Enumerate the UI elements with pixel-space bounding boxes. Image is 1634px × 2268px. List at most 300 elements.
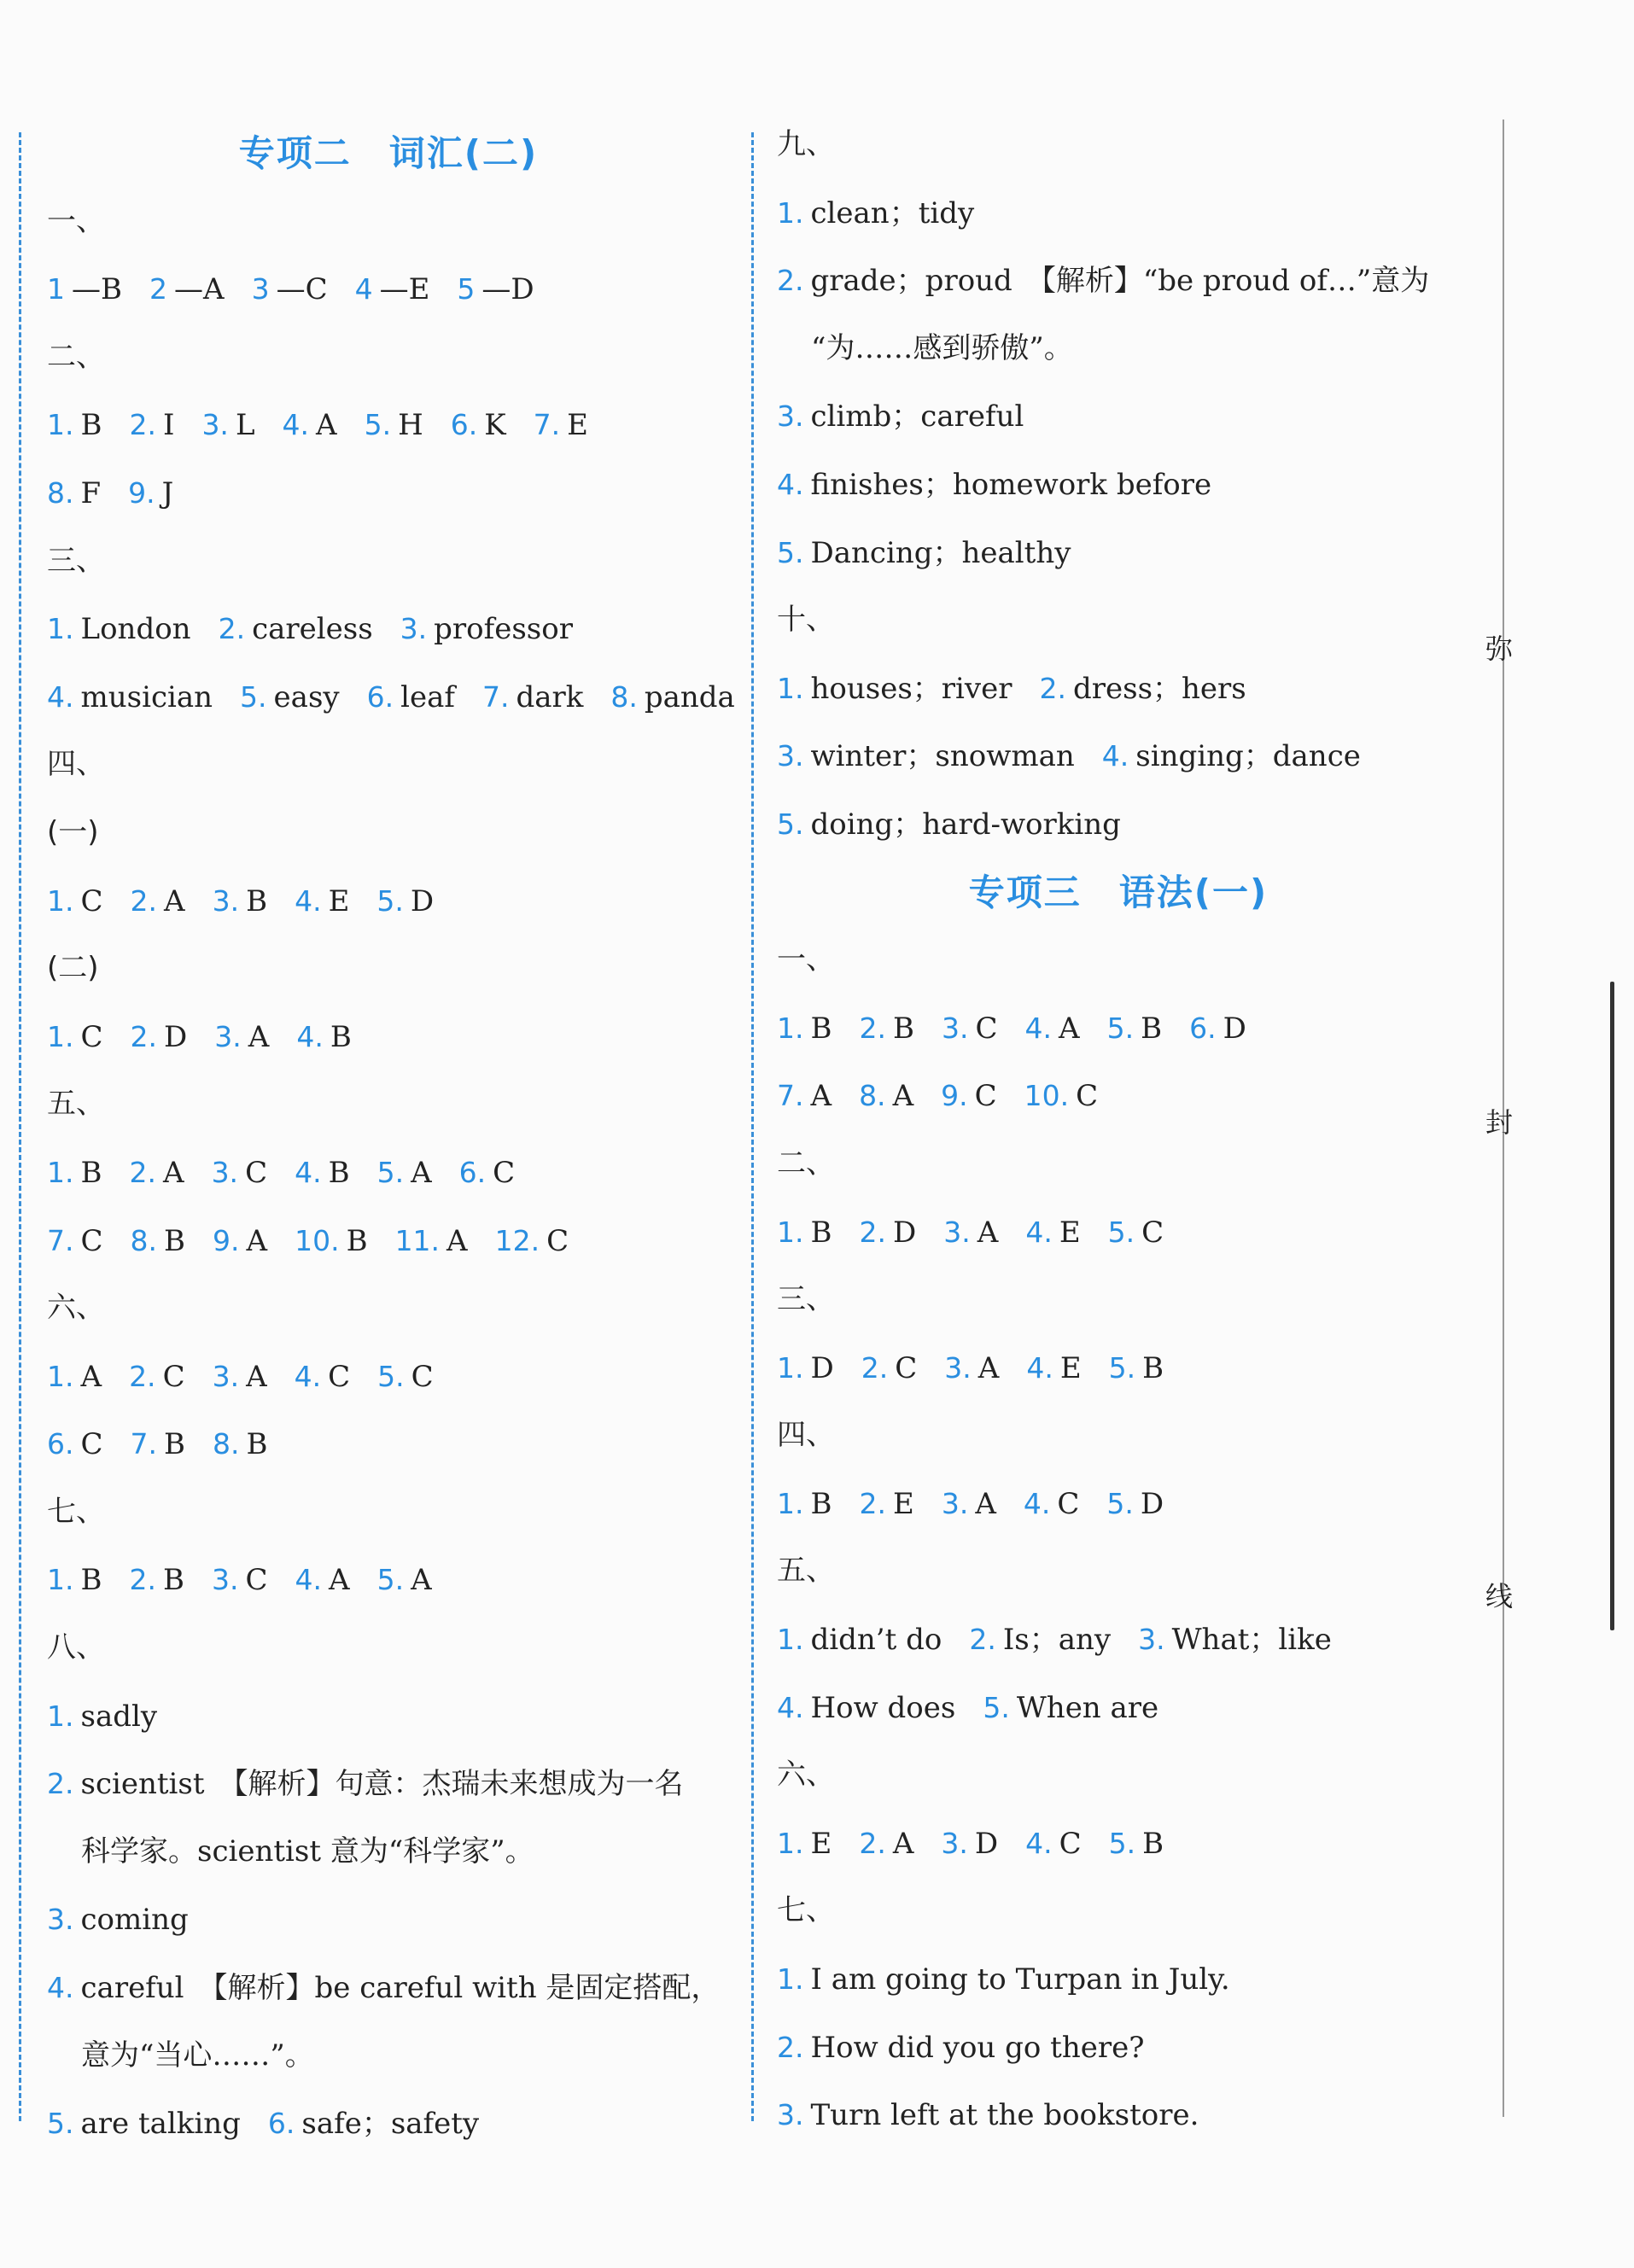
answer-item xyxy=(457,255,534,324)
answer-text: C xyxy=(80,1019,103,1054)
question-number: 6. xyxy=(450,408,478,442)
section-title: 专项三 语法(一) xyxy=(968,871,1269,913)
subsection-head: (二) xyxy=(47,951,99,986)
answer-text: D xyxy=(1223,1011,1246,1046)
answer-item xyxy=(365,391,423,460)
answer-item xyxy=(942,994,998,1064)
section-head: 一、 xyxy=(777,942,835,977)
answer-item xyxy=(47,595,191,664)
answer-text: I am going to Turpan in July. xyxy=(810,1962,1230,1997)
answer-row xyxy=(47,1003,730,1071)
question-number: 4. xyxy=(1023,1486,1051,1520)
answer-item xyxy=(942,1470,996,1539)
answer-text: B xyxy=(346,1223,368,1258)
question-number: 5. xyxy=(377,1359,405,1393)
answer-row xyxy=(47,1343,730,1411)
question-number: 2. xyxy=(129,1155,156,1189)
answer-item xyxy=(268,2090,479,2159)
answer-row xyxy=(777,1810,1460,1878)
answer-text: C xyxy=(1057,1486,1080,1521)
question-number: 5. xyxy=(240,679,267,714)
answer-item xyxy=(777,1810,832,1879)
answer-text: clean；tidy xyxy=(810,195,975,230)
answer-row xyxy=(47,595,730,663)
answer-text: B xyxy=(893,1011,914,1046)
answer-row xyxy=(47,867,730,936)
answer-item xyxy=(252,255,328,324)
answer-item xyxy=(240,663,340,732)
question-number: 2. xyxy=(777,264,804,298)
answer-text: C xyxy=(328,1359,351,1394)
answer-text: A xyxy=(411,1563,432,1598)
question-number: 4. xyxy=(1025,1826,1053,1860)
answer-item xyxy=(283,391,337,460)
question-number: 5. xyxy=(1106,1011,1135,1045)
answer-item xyxy=(47,1410,103,1479)
answer-item xyxy=(376,867,434,936)
question-number: 1. xyxy=(47,612,74,646)
answer-text: careless xyxy=(252,612,373,647)
answer-item xyxy=(1024,1470,1080,1539)
question-number: 5. xyxy=(1107,1215,1135,1249)
answer-row xyxy=(47,2090,730,2158)
question-number: 2. xyxy=(129,1359,156,1393)
answer-item xyxy=(451,391,506,460)
answer-item xyxy=(377,1546,432,1615)
question-number: 1 xyxy=(47,272,65,306)
answer-item xyxy=(47,663,213,732)
answer-text: professor xyxy=(434,612,573,647)
question-number: 3. xyxy=(943,1215,971,1249)
answer-item xyxy=(295,867,349,936)
answer-row xyxy=(777,790,1460,859)
answer-text: I xyxy=(163,408,175,443)
section-head: 二、 xyxy=(777,1146,835,1181)
answer-item xyxy=(47,459,101,528)
question-number: 9. xyxy=(213,1223,240,1257)
question-number: 1. xyxy=(777,1011,804,1045)
answer-text: C xyxy=(80,1223,103,1258)
answer-text: A xyxy=(411,1155,432,1190)
answer-text: —E xyxy=(379,272,430,307)
answer-item xyxy=(859,1810,913,1879)
answer-text: B xyxy=(80,1563,102,1598)
answer-item xyxy=(128,459,173,528)
answer-item xyxy=(943,1198,998,1268)
answer-item xyxy=(777,790,1121,860)
question-number: 5. xyxy=(47,2107,74,2141)
question-number: 4. xyxy=(282,408,310,442)
answer-item xyxy=(859,1062,913,1131)
question-number: 3. xyxy=(212,883,240,918)
answer-text: B xyxy=(810,1011,832,1046)
answer-text: D xyxy=(410,883,435,918)
answer-item xyxy=(212,1139,268,1208)
question-number: 1. xyxy=(47,883,74,918)
answer-text: D xyxy=(164,1019,188,1054)
question-number: 2. xyxy=(218,612,246,646)
answer-text: Is；any xyxy=(1002,1623,1112,1658)
answer-item xyxy=(213,1207,267,1276)
answer-text: A xyxy=(977,1215,999,1250)
answer-text: B xyxy=(328,1155,350,1190)
answer-text: B xyxy=(80,1155,102,1190)
answer-text: A xyxy=(1059,1011,1080,1046)
edge-bar xyxy=(1610,982,1614,1630)
question-number: 1. xyxy=(777,1623,804,1657)
question-number: 1. xyxy=(777,1486,804,1520)
answer-text: C xyxy=(1141,1215,1164,1250)
question-number: 2. xyxy=(47,1767,74,1801)
answer-row xyxy=(777,1062,1460,1130)
answer-item xyxy=(777,722,1075,791)
answer-text: B xyxy=(246,883,268,918)
answer-item xyxy=(1102,722,1361,791)
section-head: 三、 xyxy=(47,543,105,578)
question-number: 4. xyxy=(294,1359,322,1393)
right-column xyxy=(777,111,1460,2149)
answer-item xyxy=(860,994,915,1064)
answer-text: E xyxy=(1059,1215,1081,1250)
question-number: 4. xyxy=(1101,739,1129,773)
answer-row xyxy=(777,994,1460,1063)
section-head: 六、 xyxy=(777,1758,835,1793)
question-number: 5. xyxy=(376,883,404,918)
answer-text: B xyxy=(164,1427,186,1462)
question-number: 2. xyxy=(859,1011,886,1045)
question-number: 5. xyxy=(777,807,804,841)
answer-item xyxy=(941,1810,998,1879)
question-number: 10. xyxy=(295,1223,340,1257)
answer-text: H xyxy=(398,408,423,443)
answer-text: A xyxy=(977,1350,1000,1385)
answer-text: A xyxy=(164,883,185,918)
answer-text: B xyxy=(1142,1350,1164,1385)
section-head: 四、 xyxy=(47,747,105,782)
question-number: 4. xyxy=(1024,1011,1053,1045)
question-number: 2 xyxy=(149,272,167,306)
answer-item xyxy=(47,391,102,460)
answer-text: D xyxy=(893,1215,917,1250)
question-number: 2. xyxy=(1039,671,1066,705)
question-number: 6. xyxy=(47,1427,74,1461)
question-number: 4. xyxy=(1026,1350,1053,1385)
answer-item xyxy=(1107,994,1163,1064)
answer-row xyxy=(777,451,1460,519)
answer-text: B xyxy=(810,1215,832,1250)
answer-text: A xyxy=(248,1019,270,1054)
answer-row xyxy=(777,2014,1460,2082)
answer-text: are talking xyxy=(80,2107,241,2142)
answer-text: D xyxy=(1140,1486,1164,1521)
answer-text: C xyxy=(1076,1079,1099,1114)
question-number: 6. xyxy=(1189,1011,1217,1045)
question-number: 3. xyxy=(214,1019,242,1053)
answer-item xyxy=(47,2090,241,2159)
question-number: 4. xyxy=(777,1690,804,1724)
answer-text: musician xyxy=(80,679,213,714)
answer-text: A xyxy=(892,1079,914,1114)
answer-text: A xyxy=(975,1486,996,1521)
answer-text: doing；hard-working xyxy=(810,807,1121,842)
seal-char-2: 封 xyxy=(1485,1106,1514,1139)
question-number: 2. xyxy=(130,883,158,918)
answer-item xyxy=(130,1139,184,1208)
answer-text: B xyxy=(810,1486,832,1521)
question-number: 4. xyxy=(47,679,74,714)
answer-item xyxy=(47,255,122,324)
answer-item xyxy=(1040,655,1246,724)
answer-row xyxy=(777,1945,1460,2014)
answer-text: houses；river xyxy=(810,671,1012,706)
answer-item xyxy=(1025,994,1080,1064)
answer-item xyxy=(201,391,254,460)
answer-item xyxy=(777,247,1429,316)
answer-item xyxy=(295,1139,350,1208)
question-number: 1. xyxy=(777,1826,804,1860)
answer-item xyxy=(149,255,225,324)
answer-row xyxy=(777,655,1460,723)
section-title: 专项二 词汇(二) xyxy=(238,132,539,174)
answer-row xyxy=(777,1606,1460,1674)
question-number: 7. xyxy=(481,679,510,714)
question-number: 3. xyxy=(400,612,428,646)
answer-text: scientist 【解析】句意：杰瑞未来想成为一名 xyxy=(80,1767,684,1802)
section-head: 六、 xyxy=(47,1291,105,1326)
answer-text: —D xyxy=(481,272,534,307)
answer-item xyxy=(1025,1198,1080,1268)
answer-text: didn’t do xyxy=(810,1623,942,1658)
answer-item xyxy=(777,2014,1144,2083)
answer-item xyxy=(295,1343,351,1412)
answer-text: C xyxy=(245,1563,268,1598)
answer-item xyxy=(777,1334,834,1403)
question-number: 5. xyxy=(777,535,804,569)
answer-item xyxy=(534,391,588,460)
question-number: 8. xyxy=(610,679,638,714)
question-number: 5. xyxy=(983,1690,1010,1724)
question-number: 6. xyxy=(267,2107,295,2141)
answer-row xyxy=(47,1546,730,1614)
question-number: 7. xyxy=(777,1079,804,1113)
answer-text: —A xyxy=(174,272,225,307)
question-number: 3. xyxy=(211,1155,239,1189)
answer-item xyxy=(777,451,1211,520)
subsection-head: (一) xyxy=(47,814,99,849)
question-number: 3. xyxy=(941,1826,968,1860)
answer-item xyxy=(131,1003,188,1072)
section-head: 四、 xyxy=(777,1418,835,1453)
question-number: 3. xyxy=(777,739,804,773)
answer-row xyxy=(47,1682,730,1751)
answer-item xyxy=(777,382,1024,452)
left-column xyxy=(47,120,735,2158)
answer-item xyxy=(1108,1198,1164,1268)
section-head: 五、 xyxy=(47,1087,105,1122)
answer-item xyxy=(777,1062,832,1131)
answer-text: B xyxy=(1142,1826,1164,1861)
question-number: 5. xyxy=(376,1155,405,1189)
answer-item xyxy=(47,1546,102,1615)
answer-item xyxy=(214,1003,269,1072)
answer-text: sadly xyxy=(80,1699,158,1734)
answer-item xyxy=(47,1750,684,1819)
question-number: 8. xyxy=(130,1223,158,1257)
answer-row xyxy=(777,1674,1460,1742)
question-number: 2. xyxy=(859,1486,886,1520)
question-number: 4. xyxy=(777,467,804,501)
answer-text: coming xyxy=(80,1903,189,1938)
question-number: 3 xyxy=(251,272,270,306)
answer-row xyxy=(47,1207,730,1275)
answer-item xyxy=(131,1207,186,1276)
answer-item xyxy=(459,1139,516,1208)
answer-text: C xyxy=(162,1359,185,1394)
question-number: 7. xyxy=(533,408,561,442)
answer-text: winter；snowman xyxy=(810,739,1075,774)
answer-item xyxy=(777,1945,1230,2014)
answer-text: Turn left at the bookstore. xyxy=(810,2098,1199,2133)
answer-item xyxy=(777,1674,955,1743)
answer-text: C xyxy=(974,1079,997,1114)
answer-item xyxy=(482,663,583,732)
answer-row xyxy=(47,1750,730,1818)
answer-row xyxy=(777,1334,1460,1402)
answer-text: London xyxy=(80,612,191,647)
answer-text: C xyxy=(80,883,103,918)
answer-text: C xyxy=(80,1427,103,1462)
answer-row xyxy=(777,1198,1460,1267)
answer-item xyxy=(969,1606,1111,1675)
answer-item xyxy=(213,1343,267,1412)
answer-text: careful 【解析】be careful with 是固定搭配， xyxy=(80,1971,721,2006)
answer-row xyxy=(47,1954,730,2022)
answer-item xyxy=(47,1207,103,1276)
answer-item xyxy=(47,867,103,936)
question-number: 3. xyxy=(942,1011,969,1045)
answer-item xyxy=(130,391,175,460)
answer-text: How does xyxy=(810,1690,956,1725)
answer-item xyxy=(395,1207,468,1276)
answer-text: E xyxy=(328,883,350,918)
answer-item xyxy=(495,1207,569,1276)
answer-text: F xyxy=(80,475,102,510)
answer-item xyxy=(1109,1334,1164,1403)
question-number: 5. xyxy=(376,1563,405,1597)
answer-text: panda xyxy=(644,679,735,714)
answer-text: D xyxy=(974,1826,999,1861)
answer-item xyxy=(213,867,268,936)
answer-text: A xyxy=(163,1155,184,1190)
answer-continuation: 意为“当心……”。 xyxy=(81,2038,314,2073)
answer-text: A xyxy=(892,1826,914,1861)
answer-text: A xyxy=(80,1359,102,1394)
question-number: 3. xyxy=(1138,1623,1165,1657)
answer-text: A xyxy=(316,408,337,443)
answer-text: climb；careful xyxy=(810,399,1024,434)
answer-text: easy xyxy=(273,679,340,714)
answer-item xyxy=(47,1139,102,1208)
question-number: 1. xyxy=(777,195,804,230)
answer-item xyxy=(131,1410,186,1479)
answer-item xyxy=(860,1198,917,1268)
answer-text: dark xyxy=(516,679,584,714)
answer-text: B xyxy=(330,1019,352,1054)
answer-item xyxy=(1025,1810,1082,1879)
question-number: 7. xyxy=(47,1223,74,1257)
question-number: 1. xyxy=(47,1699,74,1733)
answer-text: E xyxy=(893,1486,914,1521)
answer-item xyxy=(1138,1606,1332,1675)
answer-item xyxy=(129,1343,185,1412)
question-number: 2. xyxy=(777,2030,804,2064)
answer-text: —C xyxy=(276,272,328,307)
question-number: 3. xyxy=(47,1903,74,1937)
answer-text: E xyxy=(567,408,588,443)
question-number: 1. xyxy=(777,1350,804,1385)
seal-char-1: 弥 xyxy=(1485,633,1514,665)
answer-text: C xyxy=(411,1359,434,1394)
question-number: 8. xyxy=(47,475,74,510)
answer-item xyxy=(777,1470,832,1539)
answer-item xyxy=(777,2081,1199,2150)
question-number: 12. xyxy=(494,1223,540,1257)
answer-row xyxy=(47,1886,730,1954)
answer-text: A xyxy=(329,1563,350,1598)
answer-text: finishes；homework before xyxy=(810,467,1212,502)
section-head: 一、 xyxy=(47,203,105,238)
question-number: 4. xyxy=(295,883,322,918)
answer-item xyxy=(777,179,974,248)
section-head: 三、 xyxy=(777,1282,835,1317)
question-number: 1. xyxy=(47,1019,74,1053)
answer-row xyxy=(47,255,730,324)
answer-item xyxy=(1024,1062,1099,1131)
question-number: 3. xyxy=(777,2098,804,2132)
answer-text: C xyxy=(975,1011,998,1046)
answer-item xyxy=(367,663,455,732)
question-number: 3. xyxy=(212,1359,240,1393)
answer-row xyxy=(47,1410,730,1478)
answer-item xyxy=(130,1546,185,1615)
answer-text: B xyxy=(1141,1011,1163,1046)
question-number: 9. xyxy=(128,475,155,510)
answer-item xyxy=(219,595,373,664)
answer-text: singing；dance xyxy=(1135,739,1361,774)
answer-item xyxy=(610,663,734,732)
question-number: 10. xyxy=(1024,1079,1070,1113)
answer-item xyxy=(295,1207,367,1276)
section-head: 九、 xyxy=(777,127,835,161)
section-head: 八、 xyxy=(47,1630,105,1665)
question-number: 3. xyxy=(212,1563,239,1597)
answer-continuation: “为……感到骄傲”。 xyxy=(811,330,1073,365)
answer-item xyxy=(983,1674,1158,1743)
section-head: 二、 xyxy=(47,339,105,374)
answer-text: safe；safety xyxy=(301,2107,480,2142)
answer-text: B xyxy=(163,1563,184,1598)
answer-text: C xyxy=(895,1350,918,1385)
question-number: 4. xyxy=(47,1971,74,2005)
question-number: 2. xyxy=(129,1563,156,1597)
answer-item xyxy=(860,1470,914,1539)
answer-item xyxy=(47,1343,102,1412)
answer-item xyxy=(1026,1334,1081,1403)
question-number: 4. xyxy=(296,1019,324,1053)
left-dashed-divider xyxy=(19,132,21,2121)
answer-text: Dancing；healthy xyxy=(810,535,1071,570)
answer-item xyxy=(377,1343,434,1412)
